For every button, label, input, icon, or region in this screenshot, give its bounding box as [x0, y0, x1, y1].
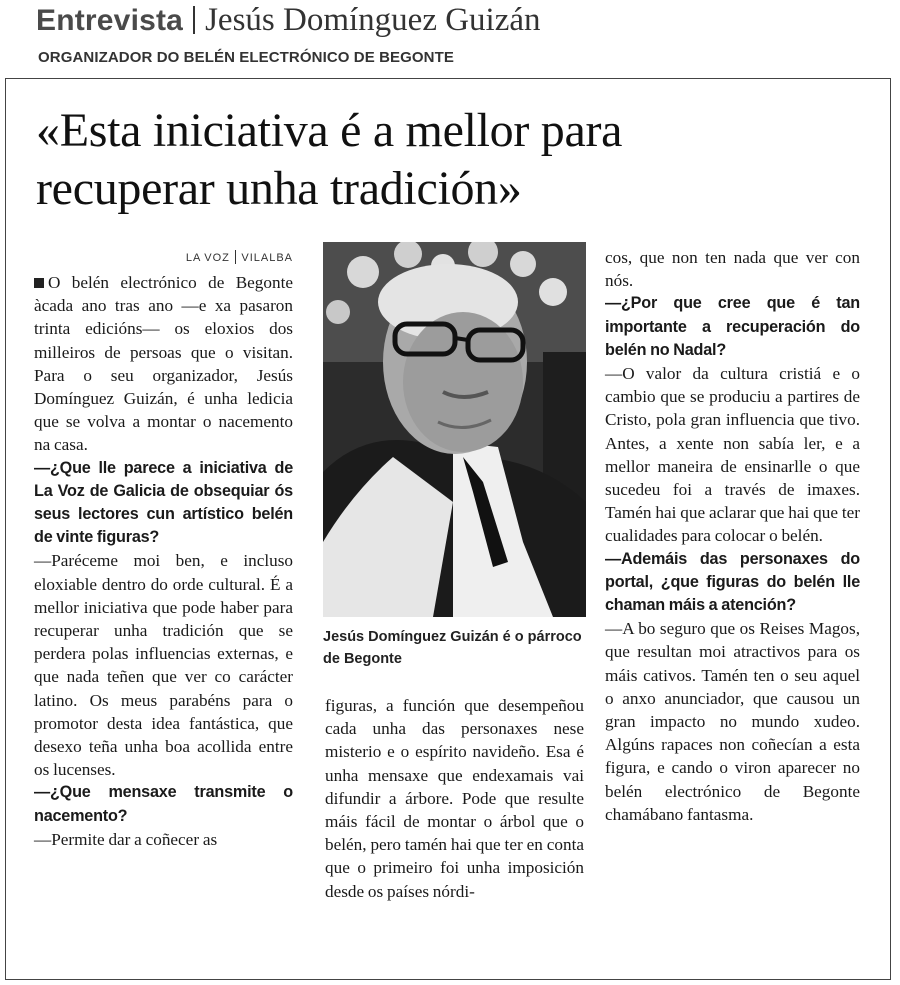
headline-line-1: «Esta iniciativa é a mellor para	[36, 104, 623, 157]
question-1: —¿Que lle parece a iniciativa de La Voz de Galicia de obsequiar ós seus lectores cun artístico belén de vinte figuras?	[34, 458, 293, 547]
byline	[34, 248, 293, 268]
question-4: —Ademáis das personaxes do portal, ¿que figuras do belén lle chaman máis a atención?	[605, 549, 860, 615]
question-3: —¿Por que cree que é tan importante a recuperación do belén no Nadal?	[605, 294, 860, 359]
headline-line-2: recuperar unha tradición»	[36, 162, 522, 215]
answer-2-start: —Permite dar a coñecer as	[34, 829, 218, 849]
interviewee-name: Jesús Domínguez Guizán	[205, 2, 541, 38]
header-divider	[193, 6, 195, 34]
section-label: Entrevista	[36, 4, 184, 37]
answer-1: —Paréceme moi ben, e incluso eloxiable dentro do orde cultural. É a mellor iniciativa que pode haber para recuperar unha tradición que se perdera polas influencias externas, e que nada teñen que ver co carácter latino. Os meus parabéns para o promotor desta idea fantástica, que desexo teña unha boa acollida entre os lucenses.	[34, 551, 293, 780]
section-header	[36, 2, 541, 42]
column-2	[325, 694, 584, 903]
question-2: —¿Que mensaxe transmite o nacemento?	[34, 783, 293, 825]
intro-paragraph	[34, 271, 293, 457]
photo-caption: Jesús Domínguez Guizán é o párroco de Begonte	[323, 629, 582, 667]
paragraph-marker-icon	[34, 278, 44, 288]
portrait-photo-image	[323, 242, 586, 617]
interviewee-role: ORGANIZADOR DO BELÉN ELECTRÓNICO DE BEGONTE	[38, 49, 454, 66]
portrait-photo	[323, 242, 586, 617]
column-3	[605, 246, 860, 826]
column-1	[34, 248, 293, 851]
byline-place: VILALBA	[241, 252, 293, 264]
byline-source: LA VOZ	[185, 252, 230, 264]
answer-4: —A bo seguro que os Reises Magos, que resultan moi atractivos para os máis cativos. Tamén ten o seu aquel o anxo anunciador, que causou un gran impacto no mundo xudeo. Algúns rapaces non coñecían a esta figura, e cando o viron aparecer no belén electrónico de Begonte chamábano fantasma.	[605, 619, 860, 824]
intro-text: O belén electrónico de Begonte àcada ano tras ano —e xa pasaron trinta edicións— os eloxios dos milleiros de persoas que o visitan. Para o seu organizador, Jesús Domínguez Guizán, é unha ledicia que se volva a montar o nacemento na casa.	[34, 273, 293, 455]
answer-3: —O valor da cultura cristiá e o cambio que se produciu a partires de Cristo, pola gran influencia que tivo. Antes, a xente non sabía ler, e a mellor maneira de ensinarlle o que sucedeu foi a través de imaxes. Tamén hai que aclarar que hai que ter cualidades para colocar o belén.	[605, 364, 860, 546]
answer-2-middle: figuras, a función que desempeñou cada unha das personaxes nese misterio e o espírito navideño. Esa é unha mensaxe que endexamais vai difundir a árbore. Pode que resulte máis fácil de montar o árbol que o belén, pero tamén hai que ter en conta que o primeiro foi unha imposición desde os países nórdi-	[325, 696, 584, 901]
byline-divider	[235, 250, 237, 264]
answer-2-end: cos, que non ten nada que ver con nós.	[605, 248, 860, 291]
headline	[36, 102, 866, 218]
